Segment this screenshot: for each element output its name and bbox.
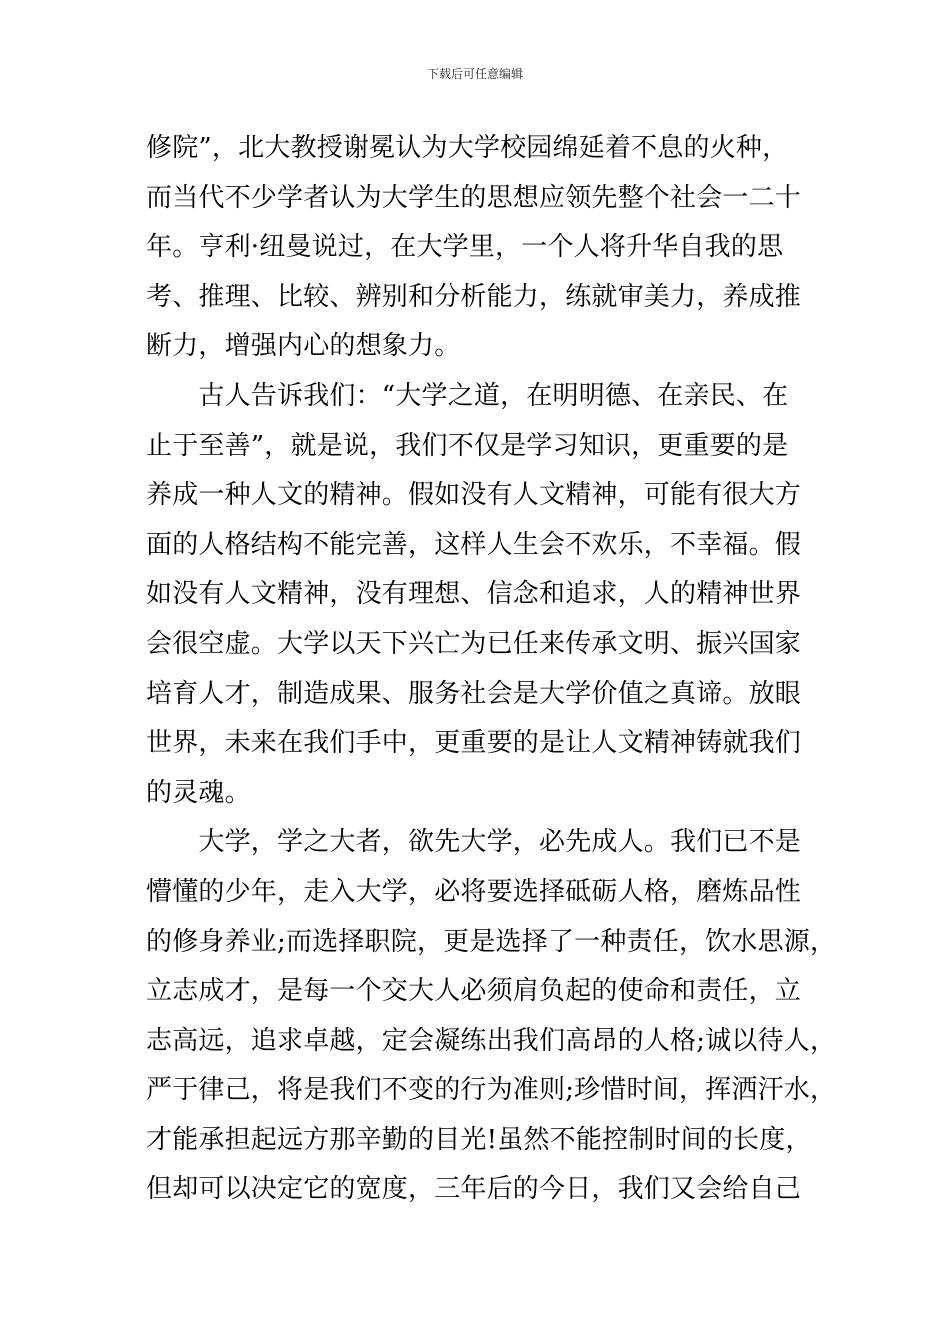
text-line: 会很空虚。大学以天下兴亡为已任来传承文明、振兴国家 [146,628,802,659]
text-line: 但却可以决定它的宽度，三年后的今日，我们又会给自己 [146,1174,802,1205]
text-line: 断力，增强内心的想象力。 [146,331,461,362]
text-line: 世界，未来在我们手中，更重要的是让人文精神铸就我们 [146,728,802,759]
text-line: 立志成才，是每一个交大人必须肩负起的使命和责任，立 [146,976,802,1007]
text-line: 而当代不少学者认为大学生的思想应领先整个社会一二十 [146,182,802,213]
text-line: 年。亨利·纽曼说过，在大学里，一个人将升华自我的思 [146,232,784,263]
text-line: 考、推理、比较、辨别和分析能力，练就审美力，养成推 [146,281,802,312]
text-line: 修院”，北大教授谢冕认为大学校园绵延着不息的火种， [146,133,789,163]
text-line: 懵懂的少年，走入大学，必将要选择砥砺人格，磨炼品性 [146,876,802,907]
text-line: 面的人格结构不能完善，这样人生会不欢乐，不幸福。假 [146,529,802,560]
text-line: 志高远，追求卓越，定会凝练出我们高昂的人格;诚以待人， [146,1025,837,1056]
text-line: 养成一种人文的精神。假如没有人文精神，可能有很大方 [146,480,802,511]
text-line: 如没有人文精神，没有理想、信念和追求，人的精神世界 [146,579,802,610]
body-text [146,124,837,1215]
text-line: 的修身养业;而选择职院，更是选择了一种责任，饮水思源， [146,926,837,957]
text-line: 止于至善”，就是说，我们不仅是学习知识，更重要的是 [146,430,789,461]
text-line: 培育人才，制造成果、服务社会是大学价值之真谛。放眼 [146,678,802,709]
text-line: 大学，学之大者，欲先大学，必先成人。我们已不是 [146,827,802,858]
text-line: 古人告诉我们：“大学之道，在明明德、在亲民、在 [146,380,789,411]
text-line: 严于律己，将是我们不变的行为准则;珍惜时间，挥洒汗水， [146,1075,837,1106]
text-line: 才能承担起远方那辛勤的目光!虽然不能控制时间的长度， [146,1124,812,1155]
text-line: 的灵魂。 [146,777,251,808]
page-header: 下载后可任意编辑 [426,67,523,81]
